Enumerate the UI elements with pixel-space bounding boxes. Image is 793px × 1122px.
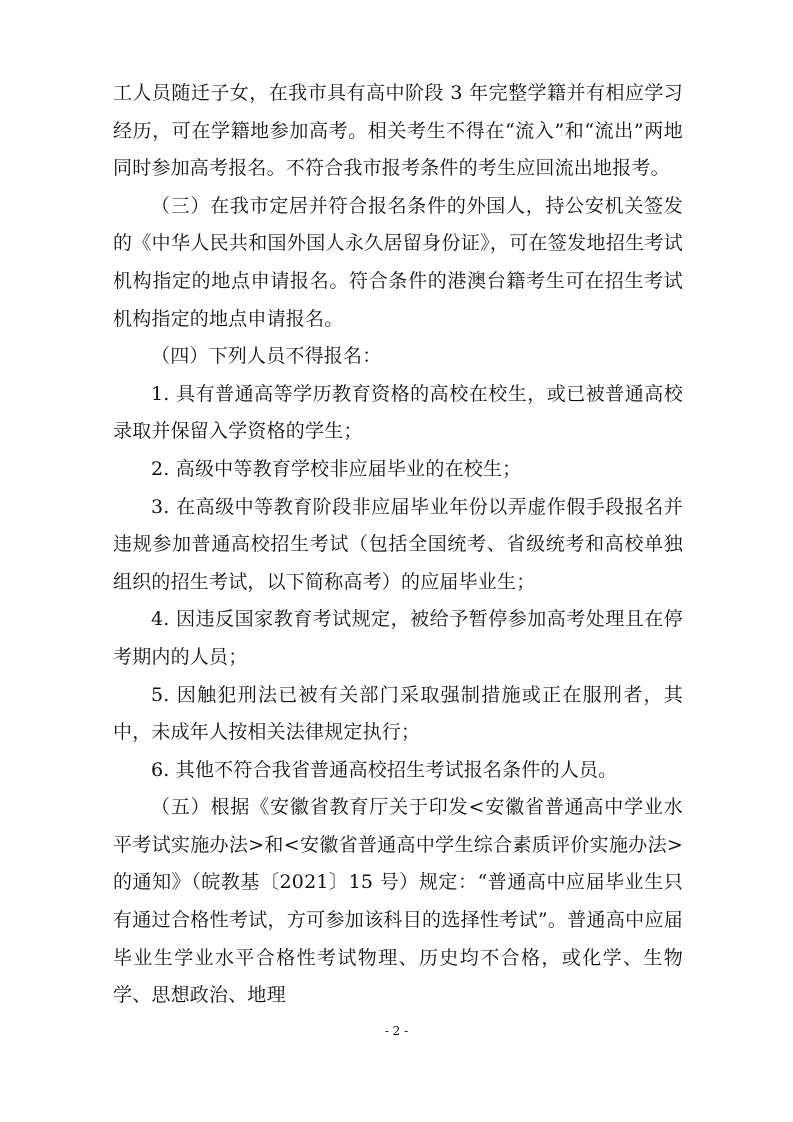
paragraph-continuation: 工人员随迁子女，在我市具有高中阶段 3 年完整学籍并有相应学习经历，可在学籍地参加高考。相关考生不得在“流入”和“流出”两地同时参加高考报名。不符合我市报考条件的考生应回流出地报考。 [113,82,683,180]
list-item-1: 1. 具有普通高等学历教育资格的高校在校生，或已被普通高校录取并保留入学资格的学生； [113,382,683,443]
list-item-6: 6. 其他不符合我省普通高校招生考试报名条件的人员。 [151,758,618,781]
paragraph-section-5: （五）根据《安徽省教育厅关于印发<安徽省普通高中学业水平考试实施办法>和<安徽省普通高中学生综合素质评价实施办法>的通知》（皖教基〔2021〕15 号）规定：“普通高中应届毕业生只有通过合格性考试，方可参加该科目的选择性考试”。普通高中应届毕业生学业水平合格性考试物理、历史均不合格，或化学、生物学、思想政治、地理 [113,796,683,1007]
list-item-4: 4. 因违反国家教育考试规定，被给予暂停参加高考处理且在停考期内的人员； [113,608,683,668]
page-number: - 2 - [384,1024,409,1038]
list-item-3: 3. 在高级中等教育阶段非应届毕业年份以弄虚作假手段报名并违规参加普通高校招生考试（包括全国统考、省级统考和高校单独组织的招生考试，以下简称高考）的应届毕业生； [113,495,683,593]
document-body [113,75,683,1015]
paragraph-section-4-heading: （四）下列人员不得报名： [151,345,382,368]
list-item-5: 5. 因触犯刑法已被有关部门采取强制措施或正在服刑者，其中，未成年人按相关法律规定执行； [113,683,683,744]
list-item-2: 2. 高级中等教育学校非应届毕业的在校生； [151,457,522,480]
paragraph-section-3: （三）在我市定居并符合报名条件的外国人，持公安机关签发的《中华人民共和国外国人永久居留身份证》，可在签发地招生考试机构指定的地点申请报名。符合条件的港澳台籍考生可在招生考试机构指定的地点申请报名。 [113,194,683,330]
